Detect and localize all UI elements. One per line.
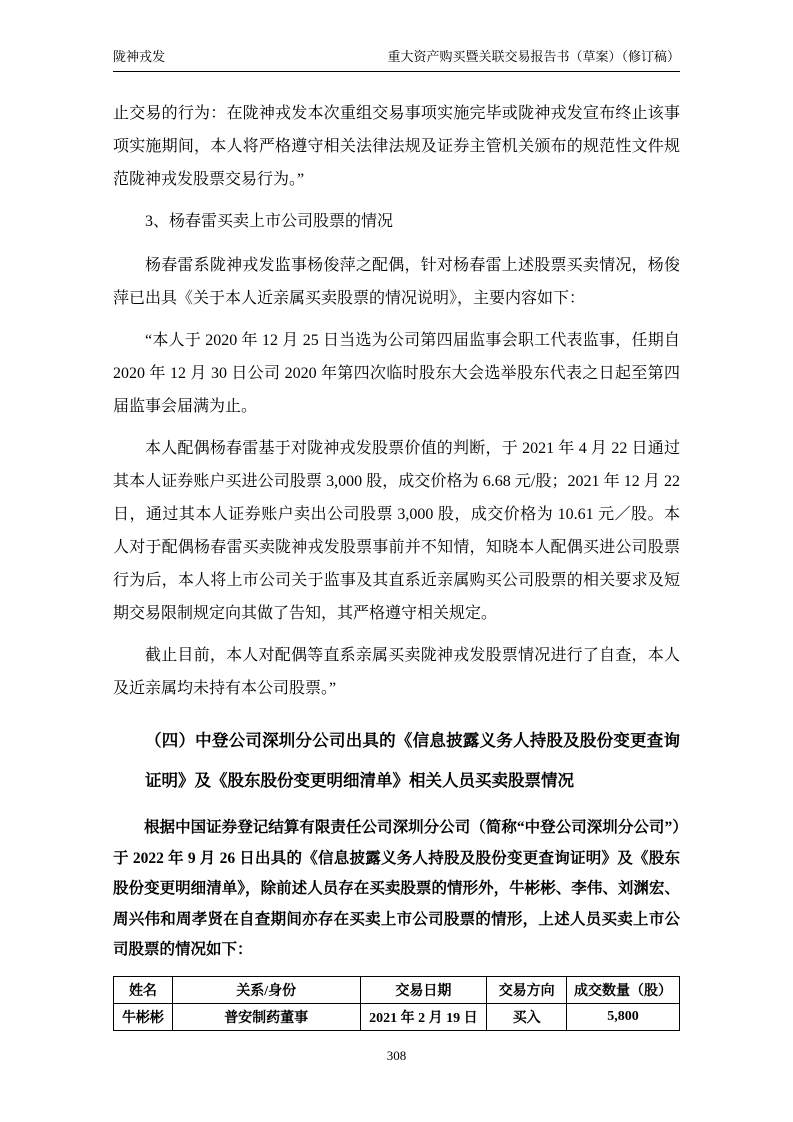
table-header-quantity: 成交数量（股）: [567, 976, 680, 1003]
table-header-relation: 关系/身份: [172, 976, 360, 1003]
page-number: 308: [386, 1048, 407, 1063]
table-header-row: [114, 976, 680, 1003]
table-header-name: 姓名: [114, 976, 173, 1003]
table-cell-quantity: 5,800: [567, 1003, 680, 1030]
table-header-date: 交易日期: [360, 976, 487, 1003]
table-cell-direction: 买入: [487, 1003, 567, 1030]
table-cell-name: 牛彬彬: [114, 1003, 173, 1030]
paragraph: 本人配偶杨春雷基于对陇神戎发股票价值的判断，于 2021 年 4 月 22 日通过其本人证券账户买进公司股票 3,000 股，成交价格为 6.68 元/股；2021 年 12 月 22 日，通过其本人证券账户卖出公司股票 3,000 股，成交价格为 10.61 元／股。本人对于配偶杨春雷买卖陇神戎发股票事前并不知情，知晓本人配偶买进公司股票行为后，本人将上市公司关于监事及其直系近亲属购买公司股票的相关要求及短期交易限制规定向其做了告知，其严格遵守相关规定。: [113, 440, 680, 622]
table-cell-relation: 普安制药董事: [172, 1003, 360, 1030]
header-company-name: 陇神戎发: [113, 49, 166, 64]
paragraph: 杨春雷系陇神戎发监事杨俊萍之配偶，针对杨春雷上述股票买卖情况，杨俊萍已出具《关于本人近亲属买卖股票的情况说明》，主要内容如下：: [113, 257, 680, 307]
paragraph: “本人于 2020 年 12 月 25 日当选为公司第四届监事会职工代表监事，任期自 2020 年 12 月 30 日公司 2020 年第四次临时股东大会选举股东代表之日起至第四届监事会届满为止。: [113, 332, 680, 415]
paragraph: 截止目前，本人对配偶等直系亲属买卖陇神戎发股票情况进行了自查，本人及近亲属均未持有本公司股票。”: [113, 647, 680, 697]
sub-section-title: 3、杨春雷买卖上市公司股票的情况: [145, 213, 394, 230]
table-header-direction: 交易方向: [487, 976, 567, 1003]
document-content: [113, 72, 680, 1031]
stock-trading-table: [113, 976, 680, 1031]
table-cell-date: 2021 年 2 月 19 日: [360, 1003, 487, 1030]
paragraph-continuation: 止交易的行为：在陇神戎发本次重组交易事项实施完毕或陇神戎发宣布终止该事项实施期间，本人将严格遵守相关法律法规及证券主管机关颁布的规范性文件规范陇神戎发股票交易行为。”: [113, 105, 680, 188]
table-row: [114, 1003, 680, 1030]
page-footer: [0, 1048, 793, 1064]
paragraph-bold-intro: 根据中国证券登记结算有限责任公司深圳分公司（简称“中登公司深圳分公司”）于 2022 年 9 月 26 日出具的《信息披露义务人持股及股份变更查询证明》及《股东股份变更明细清单》，除前述人员存在买卖股票的情形外，牛彬彬、李伟、刘渊宏、周兴伟和周孝贤在自查期间亦存在买卖上市公司股票的情形，上述人员买卖上市公司股票的情况如下：: [113, 819, 680, 958]
page-header: [113, 48, 680, 72]
section-heading: （四）中登公司深圳分公司出具的《信息披露义务人持股及股份变更查询证明》及《股东股份变更明细清单》相关人员买卖股票情况: [145, 731, 680, 790]
header-document-title: 重大资产购买暨关联交易报告书（草案）（修订稿）: [387, 49, 680, 64]
